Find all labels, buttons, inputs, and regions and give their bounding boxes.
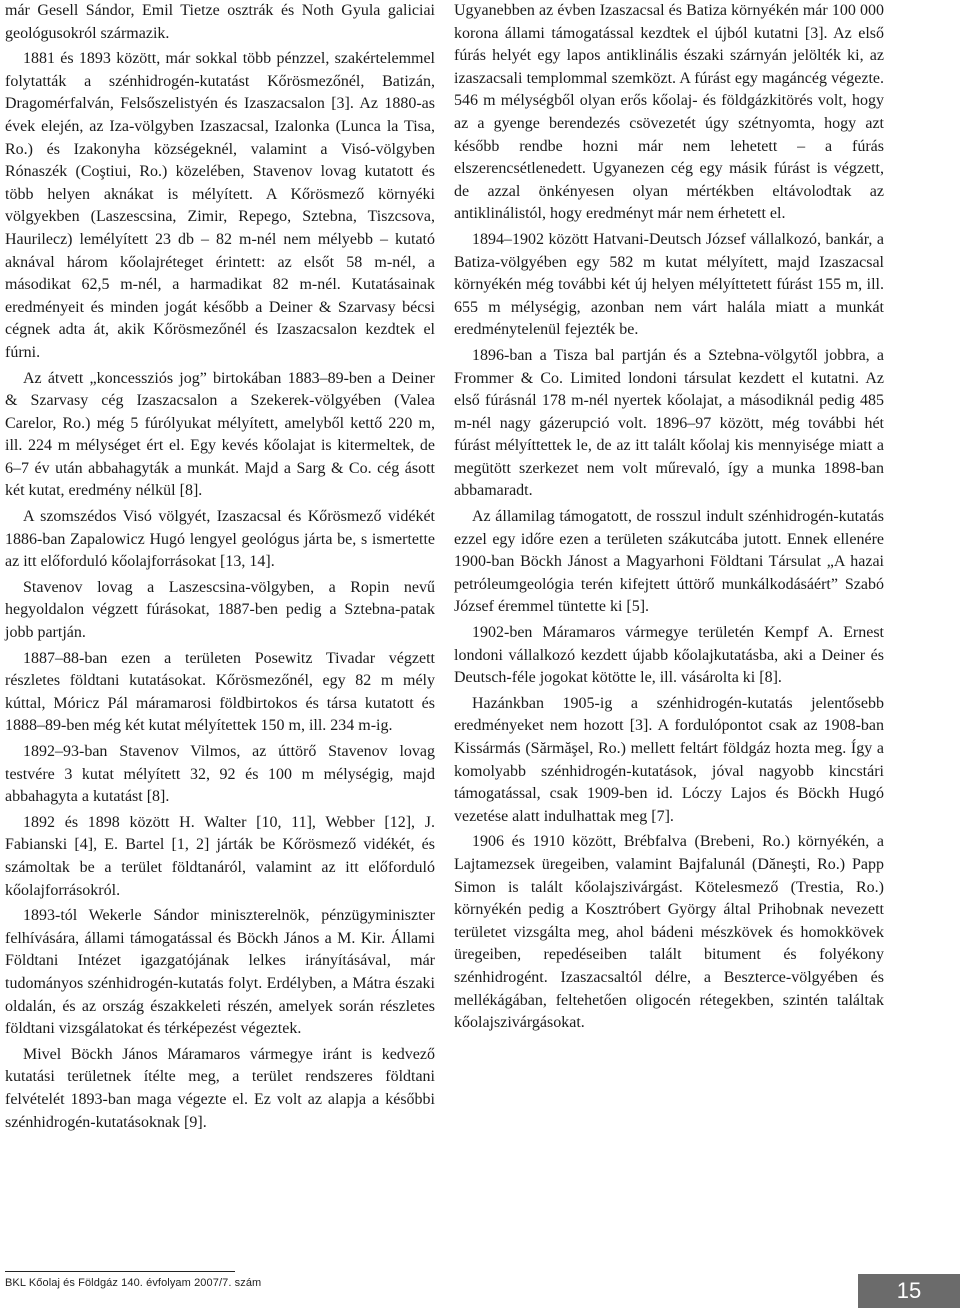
paragraph: 1887–88-ban ezen a területen Posewitz Tivadar végzett részletes földtani kutatásokat. Kőrösmezőnél, egy 82 m mély kúttal, Móricz Pál máramarosi földbirtokos és társa kutatott és 1888–89-ben még két kutat mélyítettek 150 m, ill. 234 m-ig. bbox=[5, 649, 435, 735]
paragraph: Az átvett „koncessziós jog” birtokában 1883–89-ben a Deiner & Szarvasy cég Izaszacsalon a Szekerek-völgyében (Valea Carelor, Ro.) még 5 fúrólyukat mélyített, amelyből kettő 220 m, ill. 224 m mélységet ért el. Egy kevés kőolajat is kitermeltek, de 6–7 év után abbahagyták a munkát. Majd a Sarg & Co. cég ásott két kutat, eredmény nélkül [8]. bbox=[5, 369, 435, 500]
paragraph: Az államilag támogatott, de rosszul indult szénhidrogén-kutatás ezzel egy időre ezen a területen szákutcába jutott. Ennek ellenére 1900-ban Böckh Jánost a Magyarhoni Földtani Társulat „A hazai petróleumgeológia terén kifejtett úttörő munkálkodásáért” Szabó József éremmel tüntette ki [5]. bbox=[454, 508, 884, 616]
paragraph: A szomszédos Visó völgyét, Izaszacsal és Kőrösmező vidékét 1886-ban Zapalowicz Hugó lengyel geológus járta be, s ismertette az itt előforduló kőolajforrásokat [13, 14]. bbox=[5, 508, 435, 571]
paragraph: 1894–1902 között Hatvani-Deutsch József vállalkozó, bankár, a Batiza-völgyében egy 582 m kutat mélyített, majd Izaszacsal környékén még további két új helyen mélyíttetett fúrást 155 m, ill. 655 m mélységig, azonban nem várt halála miatt a munkát eredménytelenül fejezték be. bbox=[454, 230, 884, 339]
paragraph: Ugyanebben az évben Izaszacsal és Batiza környékén már 100 000 korona állami támogatással kezdtek el újból kutatni [3]. Az első fúrás helyét egy lapos antiklinális északi szárnyán jelölték ki, az izaszacsali templommal szemközt. A fúrást egy magáncég végezte. 546 m mélységből olyan erős kőolaj- és földgázkitörés volt, hogy az a gyenge berendezés csövezetét úgy szétnyomta, hogy azt később rendbe hozni már nem lehetett – a fúrás elszerencsétlenedett. Ugyanezen cég egy másik fúrást is végzett, de azzal önkényesen olyan mértékben eltávolodtak az antiklinálistól, hogy eredményt már nem érhetett el. bbox=[454, 2, 884, 223]
paragraph: 1896-ban a Tisza bal partján és a Sztebna-völgytől jobbra, a Frommer & Co. Limited londoni társulat kezdett el kutatni. Az első fúrásnál 178 m-nél nyertek kőolajat, a másodiknál pedig 485 m-nél nagy gázerupció volt. 1896–97 között, még további hét fúrást mélyíttettek le, de az itt talált kőolaj kis mennyisége miatt a megütött szerkezet nem volt műrevaló, így a munka 1898-ban abbamaradt. bbox=[454, 346, 884, 500]
paragraph: 1881 és 1893 között, már sokkal több pénzzel, szakértelemmel folytatták a szénhidrogén-kutatást Kőrösmezőnél, Batizán, Dragomérfalván, Felsőszelistyén és Izaszacsalon [3]. Az 1880-as évek elején, az Iza-völgyben Izaszacsal, Izalonka (Lunca la Tisa, Ro.) és Izakonyha községeknél, valamint a Visó-völgyben Rónaszék (Coştiui, Ro.) közelében, Stavenov lovag kutatott és több helyen aknákat is mélyített. A Kőrösmező környéki völgyekben (Laszescsina, Zimir, Repego, Sztebna, Tiszcsova, Haurilecz) lemélyített 23 db – 82 m-nél nem mélyebb – kutató aknával három kőolajréteget érintett: az elsőt 58 m-nél, a másodikat 62,5 m-nél, a harmadikat 82 m-nél. Kutatásainak eredményeit és minden jogát később a Deiner & Szarvasy bécsi cégnek adta át, akik Kőrösmezőnél és Izaszacsalon kezdtek el fúrni. bbox=[5, 50, 435, 361]
paragraph: Stavenov lovag a Laszescsina-völgyben, a Ropin nevű hegyoldalon végzett fúrásokat, 1887-ben pedig a Sztebna-patak jobb partján. bbox=[5, 578, 435, 642]
footer-divider bbox=[5, 1271, 235, 1272]
paragraph: Hazánkban 1905-ig a szénhidrogén-kutatás jelentősebb eredményeket nem hozott [3]. A fordulópontot csak az 1908-ban Kissármás (Sărmăşel, Ro.) mellett feltárt földgáz hozta meg. Így a komolyabb szénhidrogén-kutatások, jóval nagyobb kincstári támogatással, csak 1909-ben id. Lóczy Lajos és Böckh Hugó vezetése alatt indulhattak meg [7]. bbox=[454, 694, 884, 825]
paragraph: már Gesell Sándor, Emil Tietze osztrák és Noth Gyula galiciai geológusokról származik. bbox=[5, 2, 435, 42]
paragraph: 1893-tól Wekerle Sándor miniszterelnök, pénzügyminiszter felhívására, állami támogatással és Böckh János a M. Kir. Állami Földtani Intézet igazgatójának lelkes irányításával, már tudományos szénhidrogén-kutatás folyt. Erdélyben, a Mátra északi oldalán, és az ország északkeleti részén, amelyek során részletes földtani vizsgálatokat és térképezést végeztek. bbox=[5, 907, 435, 1038]
paragraph: Mivel Böckh János Máramaros vármegye iránt is kedvező kutatási területnek ítélte meg, a terület rendszeres földtani felvételét 1893-ban maga végezte el. Ez volt az alapja a későbbi szénhidrogén-kutatásoknak [9]. bbox=[5, 1045, 435, 1131]
paragraph: 1906 és 1910 között, Brébfalva (Brebeni, Ro.) környékén, a Lajtamezsek üregeiben, valamint Bajfalunál (Dăneşti, Ro.) Papp Simon is talált kőolajszivárgást. Kötelesmező (Trestia, Ro.) környékén pedig a Kosztróbert György által Prihobnak nevezett területet vizsgálta meg, ahol bádeni mészkövek és homokkövek üregeiben, repedéseiben talált bitument és folyékony szénhidrogént. Izaszacsaltól délre, a Beszterce-völgyében és mellékágában, feltehetően oligocén rétegekben, szintén találtak kőolajszivárgásokat. bbox=[454, 833, 884, 1032]
paragraph: 1892 és 1898 között H. Walter [10, 11], Webber [12], J. Fabianski [4], E. Bartel [1, 2] járták be Kőrösmező vidékét, és számoltak be a terület földtanáról, valamint az itt előforduló kőolajforrásokról. bbox=[5, 813, 435, 899]
paragraph: 1902-ben Máramaros vármegye területén Kempf A. Ernest londoni vállalkozó kezdett újabb kőolajkutatásba, aki a Deiner és Deutsch-féle jogokat kötötte le, ill. vásárolta ki [8]. bbox=[454, 624, 884, 687]
left-column bbox=[5, 0, 435, 1134]
right-column bbox=[454, 0, 884, 1035]
page-number: 15 bbox=[858, 1274, 960, 1308]
journal-footer: BKL Kőolaj és Földgáz 140. évfolyam 2007/7. szám bbox=[5, 1277, 262, 1289]
paragraph: 1892–93-ban Stavenov Vilmos, az úttörő Stavenov lovag testvére 3 kutat mélyített 32, 92 és 100 m mélységig, majd abbahagyta a kutatást [8]. bbox=[5, 743, 435, 806]
